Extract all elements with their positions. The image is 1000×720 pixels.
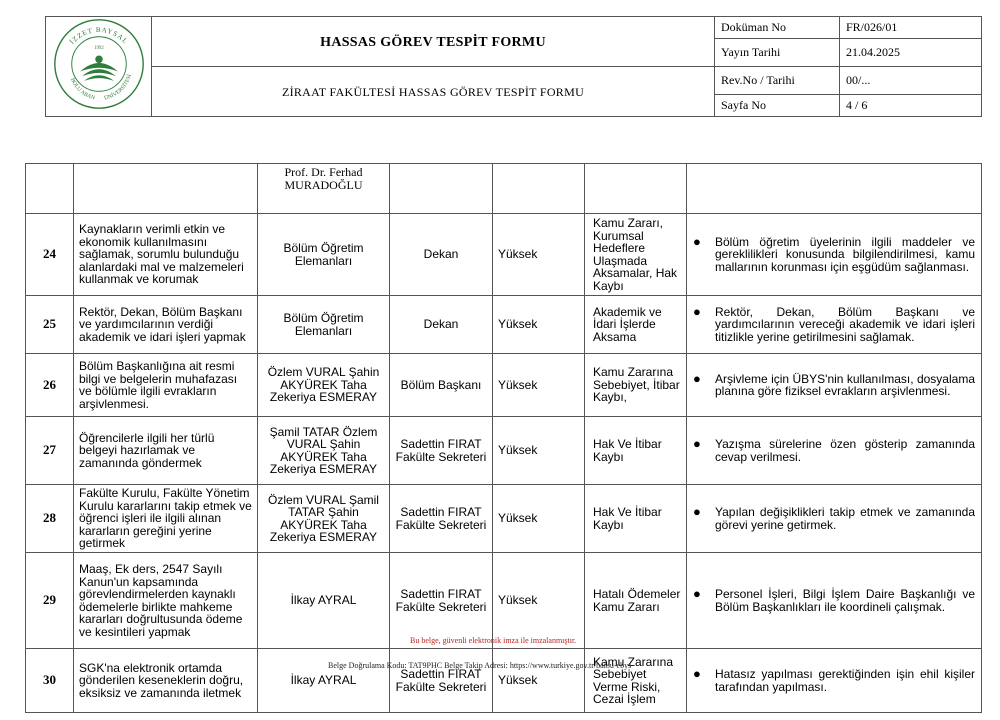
form-title-cell — [152, 17, 715, 67]
cell-risk: Kamu Zararı, Kurumsal Hedeflere Ulaşmada Aksamalar, Hak Kaybı — [585, 214, 687, 296]
cell-risk: Hatalı Ödemeler Kamu Zararı — [585, 553, 687, 649]
cell-risk — [585, 164, 687, 214]
meta-label-doc-no: Doküman No — [715, 17, 840, 39]
cell-row-number: 25 — [26, 296, 74, 354]
cell-risk: Hak Ve İtibar Kaybı — [585, 417, 687, 485]
logo-left-text: BOLU ABAN — [68, 77, 96, 102]
staff-line: MURADOĞLU — [284, 177, 363, 192]
table-row — [26, 354, 982, 417]
control-measure-item — [693, 666, 975, 694]
control-measure-text: Hatasız yapılması gerektiğinden işin ehil kişiler tarafından yapılması. — [715, 667, 975, 694]
cell-staff: Bölüm Öğretim Elemanları — [258, 296, 390, 354]
bullet-icon: ● — [693, 436, 701, 451]
logo-cell — [46, 17, 152, 117]
form-subtitle-cell — [152, 67, 715, 117]
cell-manager: Bölüm Başkanı — [390, 354, 493, 417]
cell-task: Kaynakların verimli etkin ve ekonomik kullanılmasını sağlamak, sorumlu bulunduğu alanlardaki mal ve malzemeleri kullanmak ve korumak — [74, 214, 258, 296]
form-header — [45, 16, 982, 117]
control-measure-item — [693, 436, 975, 464]
table-row — [26, 485, 982, 553]
control-measure-item — [693, 303, 975, 344]
table-row-continued — [26, 164, 982, 214]
table-row — [26, 417, 982, 485]
cell-risk: Kamu Zararına Sebebiyet, İtibar Kaybı, — [585, 354, 687, 417]
cell-level: Yüksek — [493, 214, 585, 296]
cell-level: Yüksek — [493, 296, 585, 354]
form-title: HASSAS GÖREV TESPİT FORMU — [320, 34, 546, 50]
cell-level: Yüksek — [493, 417, 585, 485]
cell-risk: Hak Ve İtibar Kaybı — [585, 485, 687, 553]
cell-staff: Özlem VURAL Şahin AKYÜREK Taha Zekeriya ESMERAY — [258, 354, 390, 417]
logo-year: 1992 — [93, 45, 104, 51]
bullet-icon: ● — [693, 370, 701, 386]
cell-row-number: 30 — [26, 649, 74, 713]
logo-emblem — [80, 56, 118, 81]
meta-label-publish-date: Yayın Tarihi — [715, 39, 840, 67]
cell-row-number: 29 — [26, 553, 74, 649]
cell-staff: Özlem VURAL Şamil TATAR Şahin AKYÜREK Taha Zekeriya ESMERAY — [258, 485, 390, 553]
cell-row-number: 26 — [26, 354, 74, 417]
cell-staff: Şamil TATAR Özlem VURAL Şahin AKYÜREK Taha Zekeriya ESMERAY — [258, 417, 390, 485]
meta-label-revision: Rev.No / Tarihi — [715, 67, 840, 95]
cell-risk: Akademik ve İdari İşlerde Aksama — [585, 296, 687, 354]
cell-control-measure — [687, 485, 982, 553]
cell-risk: Kamu Zararına Sebebiyet Verme Riski, Cezai İşlem — [585, 649, 687, 713]
control-measure-text: Bölüm öğretim üyelerinin ilgili maddeler ve gereklilikleri konusunda bilgilendirilmesi, kamu mallarının korunması için eşgüdüm sağlanması. — [715, 234, 975, 274]
document-verification-line: Belge Doğrulama Kodu: TAT9PHC Belge Takip Adresi: https://www.turkiye.gov.tr/baibu-ebys — [328, 661, 632, 670]
bullet-icon: ● — [693, 666, 701, 681]
sensitive-task-table — [25, 163, 982, 713]
control-measure-text: Yazışma sürelerine özen gösterip zamanında cevap verilmesi. — [715, 437, 975, 464]
meta-value-doc-no: FR/026/01 — [840, 17, 982, 39]
logo-right-text: ÜNİVERSİTESİ — [103, 73, 133, 102]
cell-manager: Sadettin FIRAT Fakülte Sekreteri — [390, 485, 493, 553]
cell-control — [687, 164, 982, 214]
table-row — [26, 553, 982, 649]
cell-level: Yüksek — [493, 354, 585, 417]
control-measure-text: Rektör, Dekan, Bölüm Başkanı ve yardımcılarının vereceği akademik ve idari işleri titizlikle yerine getirilmesini sağlamak. — [715, 304, 975, 344]
cell-level — [493, 164, 585, 214]
meta-value-page-no: 4 / 6 — [840, 95, 982, 117]
cell-control-measure — [687, 553, 982, 649]
cell-control-measure — [687, 354, 982, 417]
control-measure-item — [693, 370, 975, 398]
control-measure-text: Yapılan değişiklikleri takip etmek ve zamanında görevi yerine getirmek. — [715, 505, 975, 532]
control-measure-text: Personel İşleri, Bilgi İşlem Daire Başkanlığı ve Bölüm Başkanlıkları ile koordineli çalışmak. — [715, 587, 975, 614]
cell-staff: İlkay AYRAL — [258, 553, 390, 649]
cell-control-measure — [687, 214, 982, 296]
cell-level: Yüksek — [493, 553, 585, 649]
control-measure-item — [693, 586, 975, 614]
cell-manager: Sadettin FIRAT Fakülte Sekreteri — [390, 417, 493, 485]
cell-no — [26, 164, 74, 214]
svg-text:İZZET BAYSAL — [68, 26, 129, 46]
cell-task: Fakülte Kurulu, Fakülte Yönetim Kurulu kararlarını takip etmek ve öğrenci işleri ile ilgili alınan kararların gereğini yerine getirmek — [74, 485, 258, 553]
bullet-icon: ● — [693, 233, 701, 249]
cell-manager — [390, 164, 493, 214]
cell-task — [74, 164, 258, 214]
cell-manager: Sadettin FIRAT Fakülte Sekreteri — [390, 553, 493, 649]
cell-control-measure — [687, 649, 982, 713]
control-measure-item — [693, 504, 975, 532]
cell-control-measure — [687, 417, 982, 485]
cell-manager: Dekan — [390, 214, 493, 296]
bullet-icon: ● — [693, 303, 701, 319]
meta-value-publish-date: 21.04.2025 — [840, 39, 982, 67]
meta-label-page-no: Sayfa No — [715, 95, 840, 117]
e-signature-notice: Bu belge, güvenli elektronik imza ile imzalanmıştır. — [410, 636, 577, 645]
cell-task: Rektör, Dekan, Bölüm Başkanı ve yardımcılarının verdiği akademik ve idari işleri yapmak — [74, 296, 258, 354]
cell-control-measure — [687, 296, 982, 354]
cell-task: Bölüm Başkanlığına ait resmi bilgi ve belgelerin muhafazası ve bölümle ilgili evrakların arşivlenmesi. — [74, 354, 258, 417]
cell-row-number: 24 — [26, 214, 74, 296]
university-logo — [52, 17, 146, 111]
cell-staff: İlkay AYRAL — [258, 649, 390, 713]
table-row — [26, 296, 982, 354]
bullet-icon: ● — [693, 504, 701, 519]
cell-level: Yüksek — [493, 485, 585, 553]
cell-row-number: 28 — [26, 485, 74, 553]
meta-value-revision: 00/... — [840, 67, 982, 95]
cell-task: Maaş, Ek ders, 2547 Sayılı Kanun'un kapsamında görevlendirmelerden kaynaklı ödemelerle birlikte mahkeme kararları doğrultusunda ödeme ve kesintileri yapmak — [74, 553, 258, 649]
bullet-icon: ● — [693, 586, 701, 601]
staff-line: Prof. Dr. Ferhad — [284, 165, 363, 179]
table-body — [26, 164, 982, 713]
logo-top-text: İZZET BAYSAL — [67, 26, 130, 46]
control-measure-item — [693, 233, 975, 274]
table-row — [26, 649, 982, 713]
cell-level: Yüksek — [493, 649, 585, 713]
control-measure-text: Arşivleme için ÜBYS'nin kullanılması, dosyalama planına göre fiziksel evrakların arşivlenmesi. — [715, 371, 975, 398]
cell-staff: Bölüm Öğretim Elemanları — [258, 214, 390, 296]
cell-staff — [258, 164, 390, 214]
cell-manager: Sadettin FIRAT Fakülte Sekreteri — [390, 649, 493, 713]
table-row — [26, 214, 982, 296]
cell-manager: Dekan — [390, 296, 493, 354]
cell-row-number: 27 — [26, 417, 74, 485]
cell-task: SGK'na elektronik ortamda gönderilen keseneklerin doğru, eksiksiz ve zamanında iletmek — [74, 649, 258, 713]
form-subtitle: ZİRAAT FAKÜLTESİ HASSAS GÖREV TESPİT FORMU — [281, 84, 585, 99]
cell-task: Öğrencilerle ilgili her türlü belgeyi hazırlamak ve zamanında göndermek — [74, 417, 258, 485]
